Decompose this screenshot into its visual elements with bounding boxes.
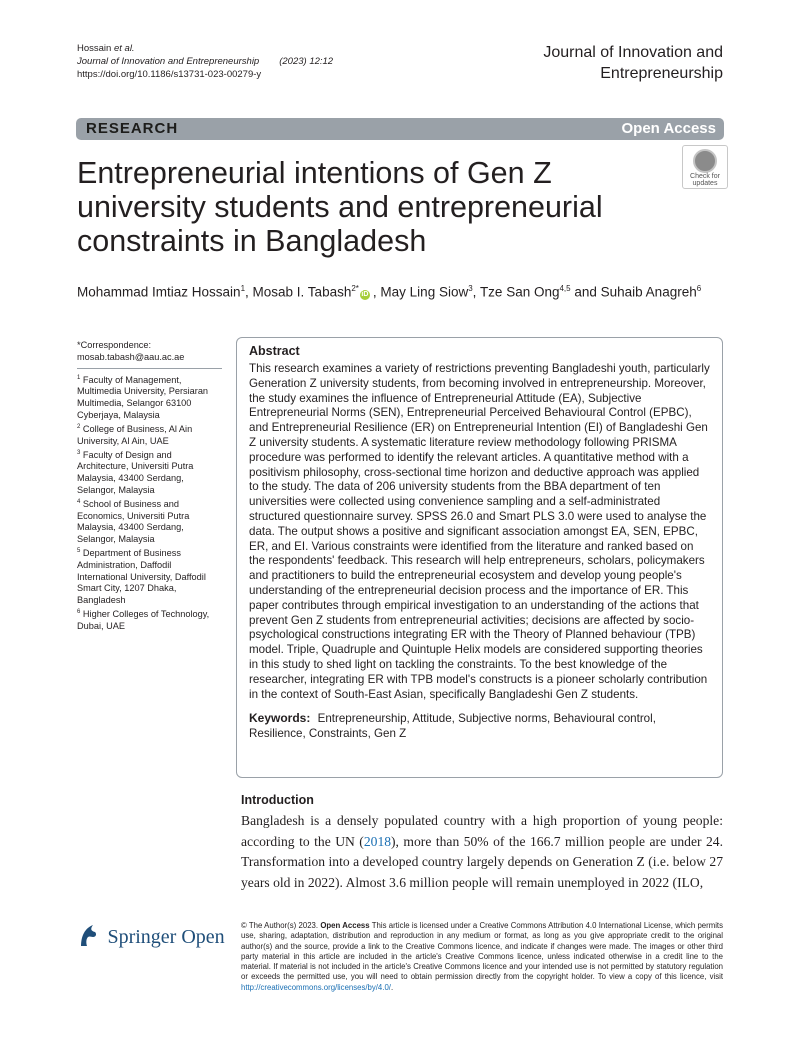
citation-link[interactable]: 2018 bbox=[363, 833, 392, 849]
affiliation-text: Faculty of Design and Architecture, Universiti Putra Malaysia, 43400 Serdang, Selangor, Malaysia bbox=[77, 449, 194, 495]
introduction-paragraph bbox=[241, 811, 723, 893]
abstract-box bbox=[236, 337, 723, 778]
author-name: Mosab I. Tabash bbox=[252, 284, 352, 300]
affiliation-item bbox=[77, 373, 222, 422]
article-title: Entrepreneurial intentions of Gen Z university students and entrepreneurial constraints in Bangladesh bbox=[77, 156, 603, 258]
affiliation-text: School of Business and Economics, Universiti Putra Malaysia, 43400 Serdang, Selangor, Malaysia bbox=[77, 498, 190, 545]
footer-license-text: This article is licensed under a Creative Commons Attribution 4.0 International License, which permits use, sharing, adaptation, distribution and reproduction in any medium or format, as long as you give appropriate credit to the original author(s) and the source, provide a link to the Creative Commons licence, and indicate if changes were made. The images or other third party material in this article are included in the article's Creative Commons licence, unless indicated otherwise in a credit line to the material. If material is not included in the article's Creative Commons licence and your intended use is not permitted by statutory regulation or exceeds the permitted use, you will need to obtain permission directly from the copyright holder. To view a copy of this licence, visit bbox=[241, 921, 723, 982]
author-name: Tze San Ong bbox=[479, 284, 560, 300]
affiliation-item bbox=[77, 546, 222, 607]
author-separator: and bbox=[570, 284, 601, 300]
affiliation-list bbox=[77, 373, 222, 633]
badge-line1: Check for bbox=[690, 173, 720, 180]
article-type-label: RESEARCH bbox=[86, 120, 179, 137]
affiliation-text: Department of Business Administration, Daffodil International University, Daffodil Smart City, 1207 Dhaka, Bangladesh bbox=[77, 548, 206, 606]
author-name: May Ling Siow bbox=[380, 284, 469, 300]
journal-name-line1: Journal of Innovation and bbox=[543, 44, 723, 61]
author-name: Mohammad Imtiaz Hossain bbox=[77, 284, 241, 300]
affiliation-number: 1 bbox=[77, 374, 81, 381]
publisher-name: Springer Open bbox=[107, 926, 225, 948]
affiliation-item bbox=[77, 422, 222, 448]
open-access-label: Open Access bbox=[621, 120, 716, 137]
keywords-label: Keywords: bbox=[249, 711, 311, 726]
affiliation-number: 3 bbox=[77, 449, 81, 456]
author-affiliation-marker: 6 bbox=[696, 284, 702, 293]
abstract-body: This research examines a variety of restrictions preventing Bangladeshi youth, particularly Generation Z university students, from becoming involved in entrepreneurship. Moreover, the study examines the influence of Entrepreneurial Attitude (EA), Subjective Entrepreneurial Norms (SEN), Entrepreneurial Perceived Behavioural Control (EPBC), and Entrepreneurial Resilience (ER) on Entrepreneurial Intention (EI) of Bangladeshi Gen Z university students. A systematic literature review methodology following PRISMA procedure was performed to identify the relevant articles. A quantitative method with a positivism philosophy, cross-sectional time horizon and deductive approach was applied to the study. The data of 206 university students from the BBA department of ten universities were collected using convenience sampling and a self-administrated structured questionnaire survey. SPSS 26.0 and Smart PLS 3.0 were used to analyse the data. The output shows a positive and significant association amongst EA, SEN, EPBC, ER, and EI. Various constraints were identified from the literature and ranked based on the respondents' feedback. This research will help entrepreneurs, scholars, policymakers and practitioners to build the entrepreneurial ecosystem and develop young people's understanding of the entrepreneurial decision process and the importance of ER. This paper contributes through empirical investigation to an understanding of the actions that prevent Gen Z students from entrepreneurial activities; decisions are affected by socio-psychological constructions integrating ER with the Theory of Planned behaviour (TPB) model. Triple, Quadruple and Quintuple Helix models are considered supporting theories in this study to shed light on tackling the constraints. To the best knowledge of the researcher, integrating ER with TPB model's constructs is a pioneer scholarly contribution in the context of South-East Asian, specifically Bangladeshi Gen Z students. bbox=[249, 362, 710, 701]
running-header bbox=[77, 42, 333, 81]
correspondence-label: *Correspondence: bbox=[77, 340, 152, 350]
header-authors: Hossain bbox=[77, 43, 112, 54]
journal-name-line2: Entrepreneurship bbox=[600, 65, 723, 82]
author-separator: , bbox=[245, 284, 253, 300]
author-affiliation-marker: 1 bbox=[240, 284, 246, 293]
author-list bbox=[77, 284, 701, 300]
affiliation-text: College of Business, Al Ain University, Al Ain, UAE bbox=[77, 423, 193, 446]
footer-open-access: Open Access bbox=[320, 921, 370, 930]
affiliation-item bbox=[77, 448, 222, 497]
affiliation-number: 4 bbox=[77, 498, 81, 505]
journal-name bbox=[543, 42, 723, 84]
correspondence-email[interactable]: mosab.tabash@aau.ac.ae bbox=[77, 351, 185, 362]
license-link[interactable]: http://creativecommons.org/licenses/by/4.0/ bbox=[241, 982, 391, 992]
affiliation-number: 2 bbox=[77, 423, 81, 430]
intro-text-part2: ), more than 50% of the 166.7 million people are under 24. Transformation into a developed country largely depends on Generation Z (i.e. below 27 years old in 2022). Almost 3.6 million people will remain unemployed in 2022 (ILO, bbox=[241, 833, 724, 890]
affiliation-item bbox=[77, 497, 222, 546]
affiliation-text: Faculty of Management, Multimedia University, Persiaran Multimedia, Selangor 63100 Cyberjaya, Malaysia bbox=[77, 374, 209, 421]
affiliation-number: 5 bbox=[77, 548, 81, 554]
check-for-updates-badge[interactable] bbox=[682, 145, 728, 189]
check-updates-icon bbox=[693, 149, 717, 173]
keywords bbox=[249, 711, 710, 741]
springer-horse-icon bbox=[77, 922, 99, 953]
footer-copyright: © The Author(s) 2023. bbox=[241, 921, 319, 930]
author-affiliation-marker: 3 bbox=[468, 284, 473, 293]
correspondence bbox=[77, 340, 222, 369]
introduction-heading: Introduction bbox=[241, 793, 314, 807]
affiliation-number: 6 bbox=[77, 609, 81, 616]
affiliation-text: Higher Colleges of Technology, Dubai, UAE bbox=[77, 609, 210, 631]
intro-text-part1: Bangladesh is a densely populated country with a high proportion of young people: according to the UN ( bbox=[241, 813, 723, 849]
badge-line2: updates bbox=[692, 180, 718, 187]
footer-end: . bbox=[390, 982, 394, 992]
author-separator: , bbox=[372, 284, 381, 300]
article-type-bar bbox=[76, 118, 724, 140]
header-doi-link[interactable]: https://doi.org/10.1186/s13731-023-00279-y bbox=[77, 69, 262, 80]
affiliations-sidebar bbox=[77, 340, 222, 633]
author-affiliation-marker: 2* bbox=[351, 284, 359, 293]
author-affiliation-marker: 4,5 bbox=[559, 284, 571, 293]
keywords-text: Entrepreneurship, Attitude, Subjective norms, Behavioural control, Resilience, Constraints, Gen Z bbox=[249, 712, 656, 741]
license-footer bbox=[241, 921, 723, 993]
orcid-icon[interactable]: iD bbox=[361, 290, 369, 298]
header-journal: Journal of Innovation and Entrepreneurship bbox=[77, 56, 260, 67]
header-year-volume: (2023) 12:12 bbox=[279, 56, 334, 67]
header-et-al: et al. bbox=[113, 43, 135, 54]
author-separator: , bbox=[472, 284, 480, 300]
author-name: Suhaib Anagreh bbox=[600, 284, 697, 300]
abstract-heading: Abstract bbox=[249, 344, 300, 358]
springer-open-logo bbox=[77, 922, 225, 953]
affiliation-item bbox=[77, 607, 222, 633]
